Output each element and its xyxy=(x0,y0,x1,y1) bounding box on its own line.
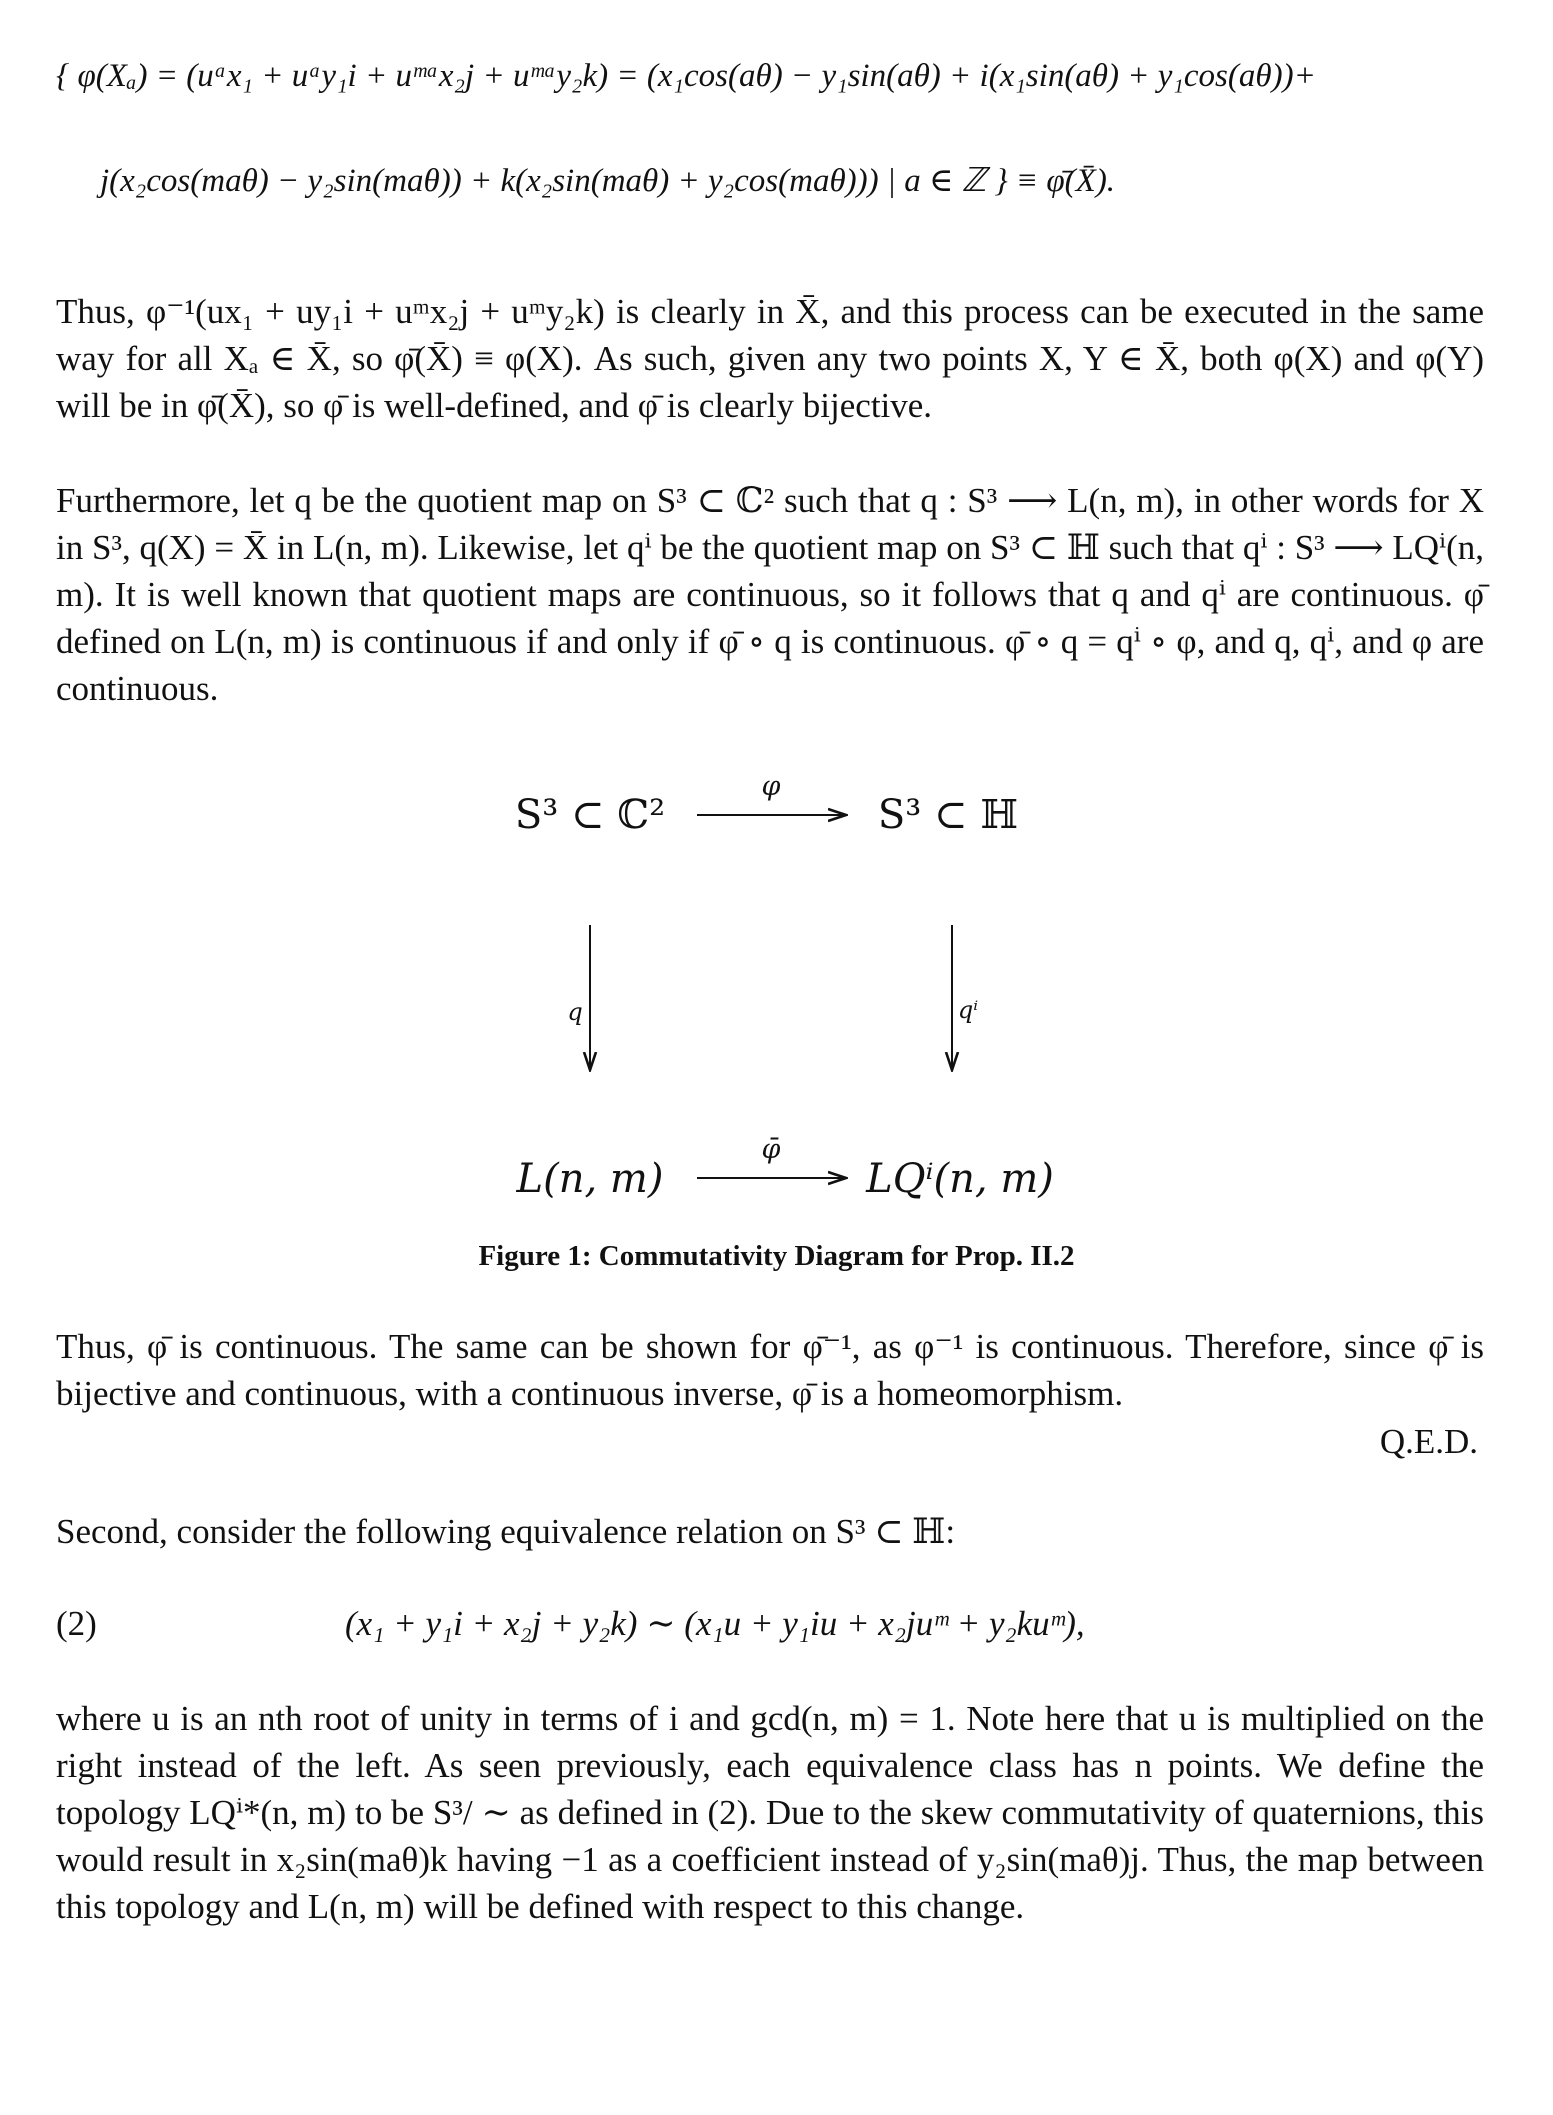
diagram-top-left-label: S³ ⊂ ℂ² xyxy=(514,792,666,838)
diagram-qi-label: qⁱ xyxy=(957,996,979,1024)
paragraph-quotient-maps: Furthermore, let q be the quotient map on S³ ⊂ ℂ² such that q : S³ ⟶ L(n, m), in other words for X in S³, q(X) = X̄ in L(n, m). Likewise, let qⁱ be the quotient map on S³ ⊂ ℍ such that qⁱ : S³ ⟶ LQⁱ(n, m). It is well known that quotient maps are continuous, so it follows that q and qⁱ are continuous. φ̄ defined on L(n, m) is continuous if and only if φ̄ ∘ q is continuous. φ̄ ∘ q = qⁱ ∘ φ, and q, qⁱ, and φ are continuous. xyxy=(56,481,1484,708)
equation-line-1: { φ(Xₐ) = (uᵃx₁ + uᵃy₁i + uᵐᵃx₂j + uᵐᵃy₂k) = (x₁cos(aθ) − y₁sin(aθ) + i(x₁sin(aθ) + y₁cos(aθ))+ xyxy=(56,58,1316,94)
paragraph-well-defined: Thus, φ⁻¹(ux₁ + uy₁i + uᵐx₂j + uᵐy₂k) is clearly in X̄, and this process can be executed in the same way for all Xₐ ∈ X̄, so φ̄(X̄) ≡ φ(X). As such, given any two points X, Y ∈ X̄, both φ(X) and φ(Y) will be in φ̄(X̄), so φ̄ is well-defined, and φ̄ is clearly bijective. xyxy=(56,292,1484,425)
diagram-bottom-right-label: LQⁱ(n, m) xyxy=(866,1156,1054,1202)
diagram-top-right-label: S³ ⊂ ℍ xyxy=(877,792,1019,838)
commutative-diagram xyxy=(0,760,1553,1230)
paragraph-equivalence-intro: Second, consider the following equivalence relation on S³ ⊂ ℍ: xyxy=(56,1512,956,1551)
equation-2: (x₁ + y₁i + x₂j + y₂k) ∼ (x₁u + y₁iu + x₂juᵐ + y₂kuᵐ), xyxy=(345,1604,1085,1643)
paragraph-topology-definition: where u is an nth root of unity in terms of i and gcd(n, m) = 1. Note here that u is multiplied on the right instead of the left. As seen previously, each equivalence class has n points. We define the topology LQⁱ*(n, m) to be S³/ ∼ as defined in (2). Due to the skew commutativity of quaternions, this would result in x₂sin(maθ)k having −1 as a coefficient instead of y₂sin(maθ)j. Thus, the map between this topology and L(n, m) will be defined with respect to this change. xyxy=(56,1699,1484,1926)
qed-mark: Q.E.D. xyxy=(1379,1422,1478,1461)
diagram-phi-label: φ xyxy=(761,771,781,802)
diagram-q-label: q xyxy=(567,998,583,1026)
paragraph-homeomorphism: Thus, φ̄ is continuous. The same can be shown for φ̄⁻¹, as φ⁻¹ is continuous. Therefore, since φ̄ is bijective and continuous, with a continuous inverse, φ̄ is a homeomorphism. xyxy=(56,1327,1484,1413)
diagram-bottom-left-label: L(n, m) xyxy=(516,1156,664,1202)
figure-caption: Figure 1: Commutativity Diagram for Prop. II.2 xyxy=(478,1240,1075,1272)
equation-line-2: j(x₂cos(maθ) − y₂sin(maθ)) + k(x₂sin(maθ) + y₂cos(maθ))) | a ∈ ℤ } ≡ φ̄(X̄). xyxy=(100,163,1116,199)
diagram-phibar-label: φ̄ xyxy=(761,1134,781,1165)
equation-number: (2) xyxy=(56,1604,97,1643)
